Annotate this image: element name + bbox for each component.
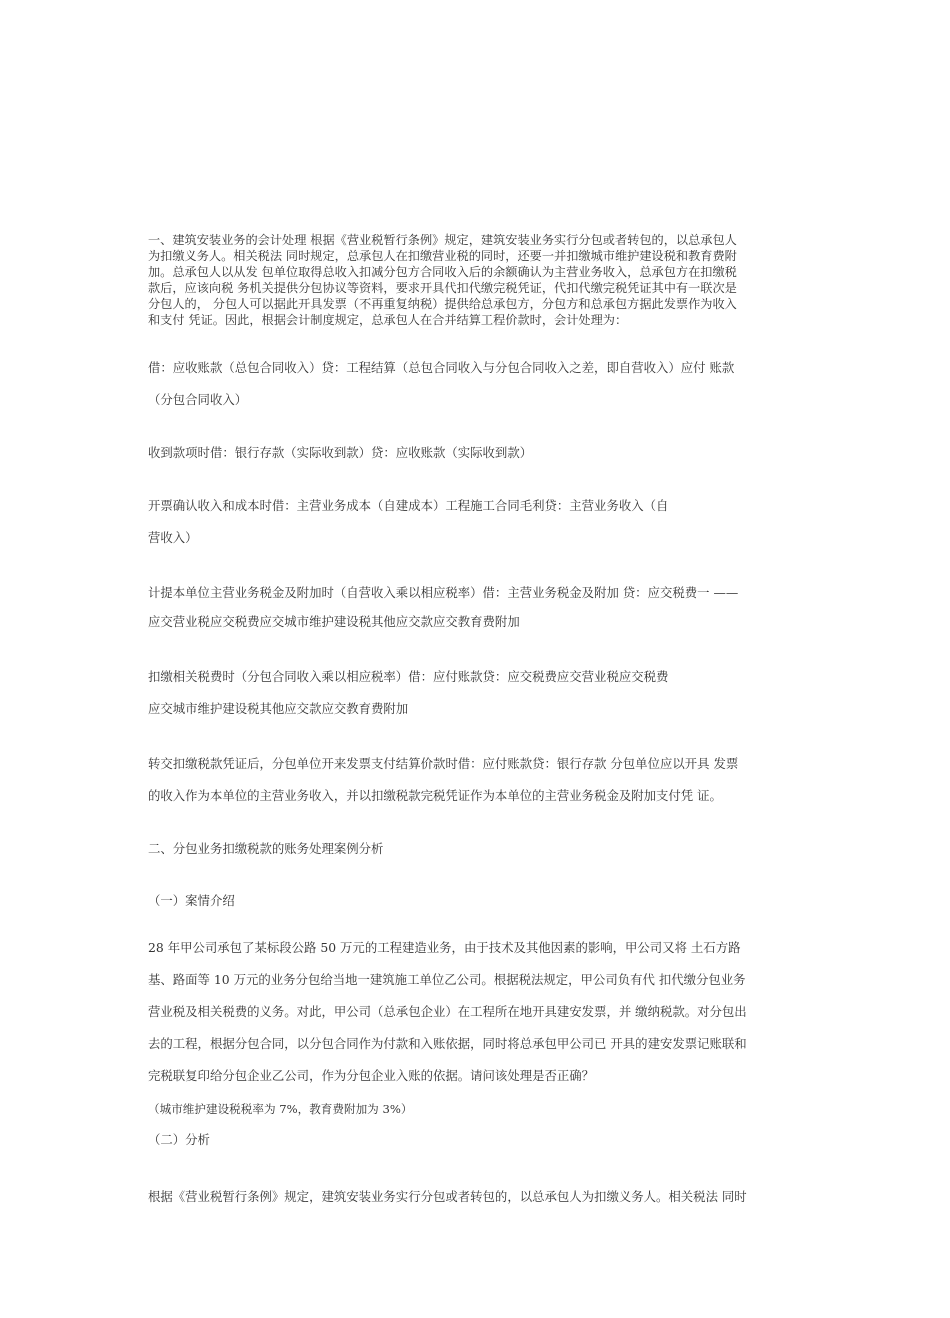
intro-line: 为扣缴义务人。相关税法 同时规定，总承包人在扣缴营业税的同时，还要一并扣缴城市维护建设税和教育费附 (148, 249, 737, 263)
journal-entry-line: 的收入作为本单位的主营业务收入，并以扣缴税款完税凭证作为本单位的主营业务税金及附加支付凭 证。 (148, 788, 722, 803)
case-line: 完税联复印给分包企业乙公司，作为分包企业入账的依据。请问该处理是否正确？ (148, 1068, 595, 1083)
intro-line: 和支付 凭证。因此，根据会计制度规定，总承包人在合并结算工程价款时，会计处理为： (148, 313, 628, 327)
journal-entry-line: 扣缴相关税费时（分包合同收入乘以相应税率）借：应付账款贷：应交税费应交营业税应交税费 (148, 669, 669, 684)
intro-line: 一、建筑安装业务的会计处理 根据《营业税暂行条例》规定，建筑安装业务实行分包或者转包的，以总承包人 (148, 233, 737, 247)
rate-note: （城市维护建设税税率为 7%，教育费附加为 3%） (148, 1102, 413, 1116)
intro-line: 款后，应该向税 务机关提供分包协议等资料，要求开具代扣代缴完税凭证，代扣代缴完税凭证其中有一联次是 (148, 281, 737, 295)
subsection-heading: （一）案情介绍 (148, 893, 235, 908)
journal-entry-line: 开票确认收入和成本时借：主营业务成本（自建成本）工程施工合同毛利贷：主营业务收入（自 (148, 498, 669, 513)
journal-entry-line: 转交扣缴税款凭证后，分包单位开来发票支付结算价款时借：应付账款贷：银行存款 分包单位应以开具 发票 (148, 756, 739, 771)
case-line: 28 年甲公司承包了某标段公路 50 万元的工程建造业务，由于技术及其他因素的影响，甲公司又将 土石方路 (148, 940, 741, 955)
case-line: 基、路面等 10 万元的业务分包给当地一建筑施工单位乙公司。根据税法规定，甲公司负有代 扣代缴分包业务 (148, 972, 746, 987)
intro-line: 分包人的， 分包人可以据此开具发票（不再重复纳税）提供给总承包方，分包方和总承包方据此发票作为收入 (148, 297, 737, 311)
journal-entry-line: （分包合同收入） (148, 392, 248, 407)
journal-entry-line: 计提本单位主营业务税金及附加时（自营收入乘以相应税率）借：主营业务税金及附加 贷：应交税费一 —— (148, 585, 739, 600)
intro-line: 加。总承包人以从发 包单位取得总收入扣减分包方合同收入后的余额确认为主营业务收入，总承包方在扣缴税 (148, 265, 737, 279)
subsection-heading: （二）分析 (148, 1132, 210, 1147)
journal-entry-line: 收到款项时借：银行存款（实际收到款）贷：应收账款（实际收到款） (148, 445, 533, 460)
case-line: 去的工程，根据分包合同，以分包合同作为付款和入账依据，同时将总承包甲公司已 开具的建安发票记账联和 (148, 1036, 747, 1051)
journal-entry-line: 应交营业税应交税费应交城市维护建设税其他应交款应交教育费附加 (148, 614, 520, 629)
analysis-line: 根据《营业税暂行条例》规定，建筑安装业务实行分包或者转包的，以总承包人为扣缴义务人。相关税法 同时 (148, 1189, 747, 1204)
journal-entry-line: 营收入） (148, 530, 198, 545)
journal-entry-line: 借：应收账款（总包合同收入）贷：工程结算（总包合同收入与分包合同收入之差，即自营收入）应付 账款 (148, 360, 735, 375)
case-line: 营业税及相关税费的义务。对此，甲公司（总承包企业）在工程所在地开具建安发票，并 缴纳税款。对分包出 (148, 1004, 747, 1019)
journal-entry-line: 应交城市维护建设税其他应交款应交教育费附加 (148, 701, 409, 716)
section-heading: 二、分包业务扣缴税款的账务处理案例分析 (148, 841, 384, 856)
